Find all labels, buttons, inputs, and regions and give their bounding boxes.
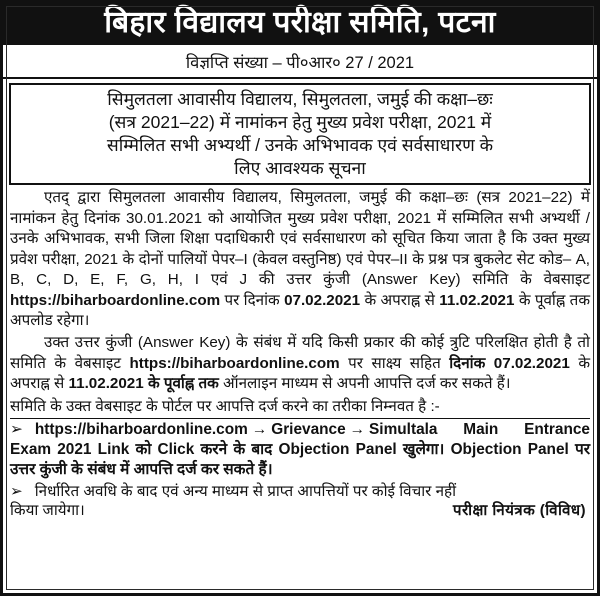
- procedure-bullet-2: [10, 482, 590, 502]
- subject-line-2: (सत्र 2021–22) में नामांकन हेतु मुख्य प्रवेश परीक्षा, 2021 में: [108, 112, 492, 133]
- paragraph-2-text-c: के अपराह्न से: [10, 354, 590, 393]
- subject-box: [9, 83, 591, 185]
- paragraph-2-text-d: के पूर्वाह्न तक: [143, 375, 219, 393]
- paragraph-2-text-e: ऑनलाइन माध्यम से अपनी आपत्ति दर्ज कर सकते हैं।: [218, 375, 511, 393]
- paragraph-1: [10, 188, 590, 331]
- paragraph-1-text-c: के अपराह्न से: [360, 291, 440, 309]
- paragraph-1-text-a: एतद् द्वारा सिमुलतला आवासीय विद्यालय, सिमुलतला, जमुई की कक्षा–छः (सत्र 2021–22) में नामांकन हेतु दिनांक 30.01.2021 को आयोजित मुख्य प्रवेश परीक्षा, 2021 में सम्मिलित सभी अभ्यर्थी / उनके अभिभावक, सभी जिला शिक्षा पदाधिकारी एवं सर्वसाधारण को सूचित किया जाता है कि उक्त मुख्य प्रवेश परीक्षा, 2021 के दोनों पालियों पेपर–I (केवल वस्तुनिष्ठ) एवं पेपर–II के प्रश्न पत्र बुकलेट सेट कोड– A, B, C, D, E, F, G, H, I एवं J की उत्तर कुंजी (Answer Key) समिति के वेबसाइट: [10, 189, 590, 289]
- procedure-text-a: को: [129, 441, 158, 458]
- procedure-step-exam-link[interactable]: Simultala Main Entrance Exam 2021 Link: [10, 420, 590, 458]
- procedure-text-c: खुलेगा।: [396, 441, 451, 458]
- path-arrow-icon-2: →: [349, 420, 366, 438]
- closing-row: [10, 501, 590, 521]
- subject-line-1: सिमुलतला आवासीय विद्यालय, सिमुलतला, जमुई की कक्षा–छः: [107, 89, 493, 110]
- organization-title: बिहार विद्यालय परीक्षा समिति, पटना: [104, 6, 496, 39]
- paragraph-2-text-b: पर साक्ष्य सहित: [339, 354, 450, 372]
- paragraph-2: [10, 333, 590, 394]
- procedure-bullet-1: [10, 420, 590, 481]
- procedure-text-d: पर उत्तर कुंजी के संबंध में आपत्ति दर्ज कर सकते हैं।: [10, 441, 591, 479]
- procedure-objection-panel: Objection Panel: [278, 441, 397, 458]
- paragraph-2-website: https://biharboardonline.com: [129, 354, 340, 372]
- procedure-bullet-2-text: निर्धारित अवधि के बाद एवं अन्य माध्यम से प्राप्त आपत्तियों पर कोई विचार नहीं: [34, 482, 457, 500]
- organization-header-banner: [3, 3, 597, 45]
- notice-number: विज्ञप्ति संख्या – पी०आर० 27 / 2021: [3, 45, 597, 79]
- procedure-click-word: Click: [157, 441, 195, 458]
- paragraph-2-text-a: उक्त उत्तर कुंजी (Answer Key) के संबंध में यदि किसी प्रकार की कोई त्रुटि परिलक्षित होती है तो समिति के वेबसाइट: [10, 334, 590, 372]
- notice-body: [3, 185, 597, 521]
- procedure-objection-panel-2: Objection Panel: [450, 441, 569, 458]
- paragraph-1-text-b: पर दिनांक: [220, 291, 285, 309]
- paragraph-1-date-to: 11.02.2021: [439, 291, 515, 309]
- paragraph-2-date-label: दिनांक 07.02.2021: [449, 354, 570, 372]
- paragraph-1-date-from: 07.02.2021: [284, 291, 361, 309]
- path-arrow-icon-1: →: [251, 420, 268, 438]
- bullet-arrow-icon: ➢: [10, 420, 23, 438]
- bullet-arrow-icon-2: ➢: [10, 482, 23, 500]
- paragraph-2-date-to: 11.02.2021: [68, 375, 144, 393]
- procedure-website-link[interactable]: https://biharboardonline.com: [34, 420, 248, 438]
- procedure-text-b: करने के बाद: [194, 441, 279, 458]
- procedure-step-grievance[interactable]: Grievance: [271, 420, 346, 438]
- paragraph-1-website: https://biharboardonline.com: [10, 291, 221, 309]
- paragraph-1-text-d: के पूर्वाह्न तक अपलोड रहेगा।: [10, 291, 590, 330]
- signatory-designation: परीक्षा नियंत्रक (विविध): [452, 502, 586, 520]
- subject-section: [3, 79, 597, 185]
- subject-line-4: लिए आवश्यक सूचना: [234, 157, 366, 178]
- procedure-intro: समिति के उक्त वेबसाइट के पोर्टल पर आपत्ति दर्ज करने का तरीका निम्नवत है :-: [10, 397, 590, 419]
- procedure-bullet-2-continuation: किया जायेगा।: [10, 502, 85, 520]
- subject-line-3: सम्मिलित सभी अभ्यर्थी / उनके अभिभावक एवं सर्वसाधारण के: [106, 134, 494, 155]
